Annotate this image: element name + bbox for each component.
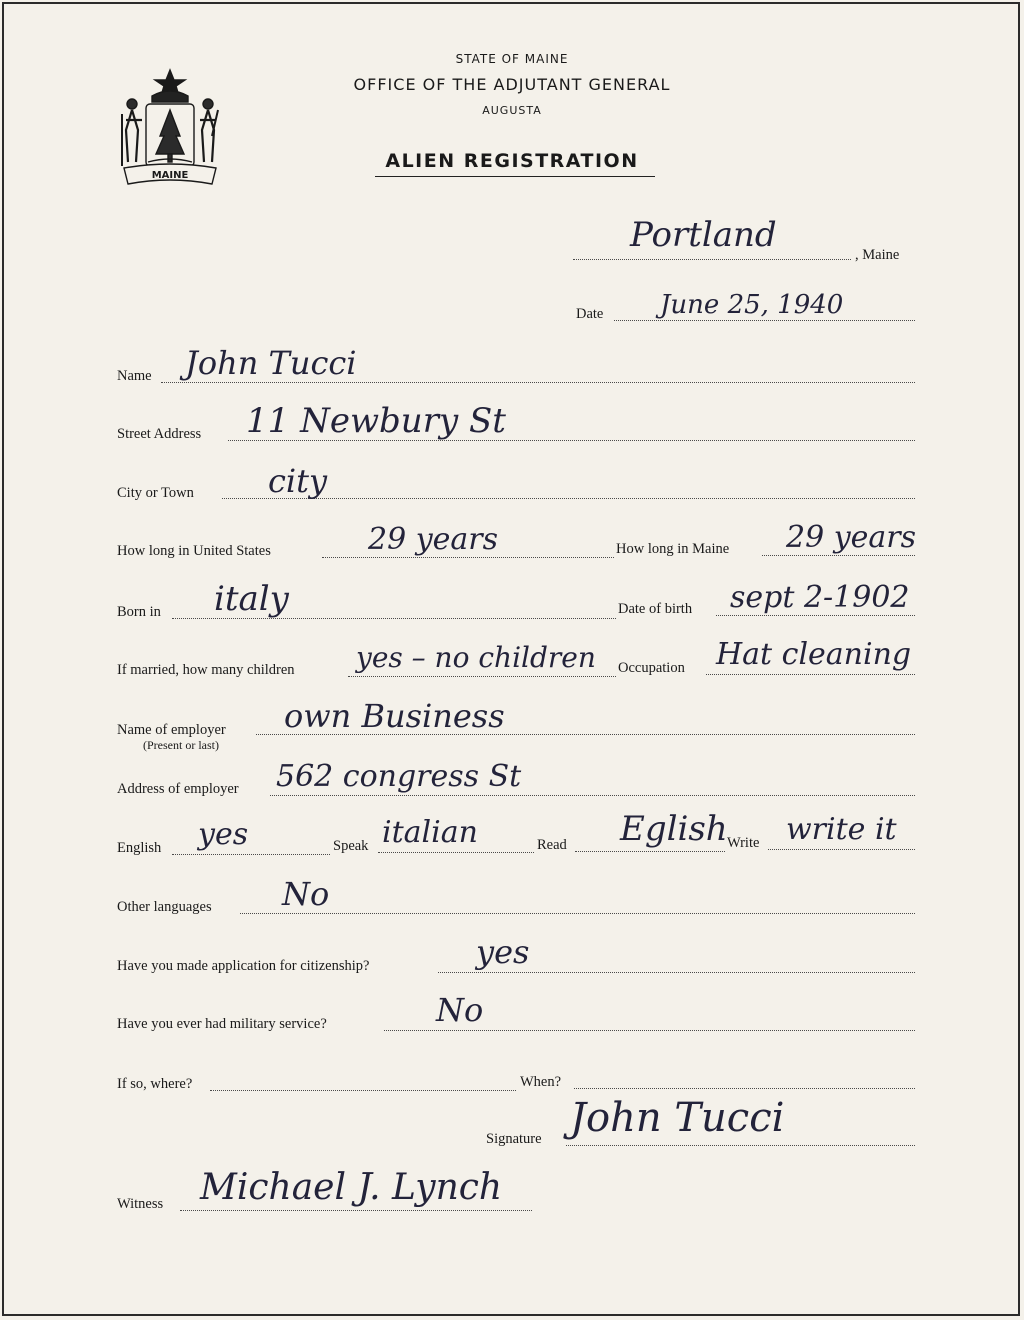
write-label: Write [727,835,760,851]
military-value: No [436,991,484,1029]
witness-value: Michael J. Lynch [200,1167,503,1208]
born-in-value: italy [214,579,289,619]
witness-label: Witness [117,1196,164,1212]
occupation-line [706,674,915,675]
city-town-label: City or Town [117,485,194,501]
form-title: ALIEN REGISTRATION [385,150,639,172]
military-label: Have you ever had military service? [117,1016,327,1032]
date-of-birth-value: sept 2-1902 [730,580,910,615]
english-line [172,854,330,855]
read-label: Read [537,837,567,853]
when-line [574,1088,915,1089]
if-so-where-label: If so, where? [117,1076,193,1092]
if-so-where-line [210,1090,516,1091]
how-long-maine-value: 29 years [786,520,917,555]
date-of-birth-label: Date of birth [618,601,693,617]
name-label: Name [117,368,152,384]
how-long-us-line [322,557,614,558]
married-children-value: yes – no children [356,641,596,674]
married-children-label: If married, how many children [117,662,295,678]
write-line [768,849,915,850]
how-long-us-label: How long in United States [117,543,271,559]
occupation-label: Occupation [618,660,685,676]
other-languages-line [240,913,915,914]
other-languages-value: No [282,875,330,913]
header-state: STATE OF MAINE [455,52,569,66]
witness-line [180,1210,532,1211]
when-label: When? [520,1074,562,1090]
other-languages-label: Other languages [117,899,212,915]
employer-address-value: 562 congress St [276,759,522,794]
signature-label: Signature [486,1131,542,1147]
read-value: Eglish [620,809,728,849]
signature-line [566,1145,915,1146]
city-town-value: city [268,462,328,500]
speak-line [378,852,534,853]
name-value: John Tucci [185,344,357,382]
title-underline [375,176,655,177]
how-long-us-value: 29 years [368,522,499,557]
maine-label: , Maine [855,247,900,263]
english-value: yes [198,817,249,852]
town-line [573,259,851,260]
header-office: OFFICE OF THE ADJUTANT GENERAL [353,75,671,94]
header-city: AUGUSTA [482,104,542,117]
employer-address-label: Address of employer [117,781,239,797]
employer-note: (Present or last) [143,738,219,752]
street-address-value: 11 Newbury St [246,401,506,441]
how-long-maine-label: How long in Maine [616,541,730,557]
military-line [384,1030,915,1031]
street-address-label: Street Address [117,426,202,442]
born-in-label: Born in [117,604,161,620]
employer-label: Name of employer [117,722,226,738]
employer-value: own Business [284,697,505,735]
occupation-value: Hat cleaning [716,637,912,672]
read-line [575,851,725,852]
how-long-maine-line [762,555,915,556]
date-of-birth-line [716,615,915,616]
speak-value: italian [382,815,478,850]
citizenship-line [438,972,915,973]
date-label: Date [576,306,604,322]
seal-banner-text: MAINE [151,170,189,181]
employer-address-line [270,795,915,796]
english-label: English [117,840,162,856]
date-value: June 25, 1940 [660,290,844,320]
citizenship-label: Have you made application for citizenship? [117,958,370,974]
citizenship-value: yes [476,933,530,971]
date-line [614,320,915,321]
married-children-line [348,676,616,677]
name-line [161,382,915,383]
speak-label: Speak [333,838,369,854]
signature-value: John Tucci [570,1095,785,1141]
write-value: write it [786,812,897,847]
town-value: Portland [630,215,777,255]
